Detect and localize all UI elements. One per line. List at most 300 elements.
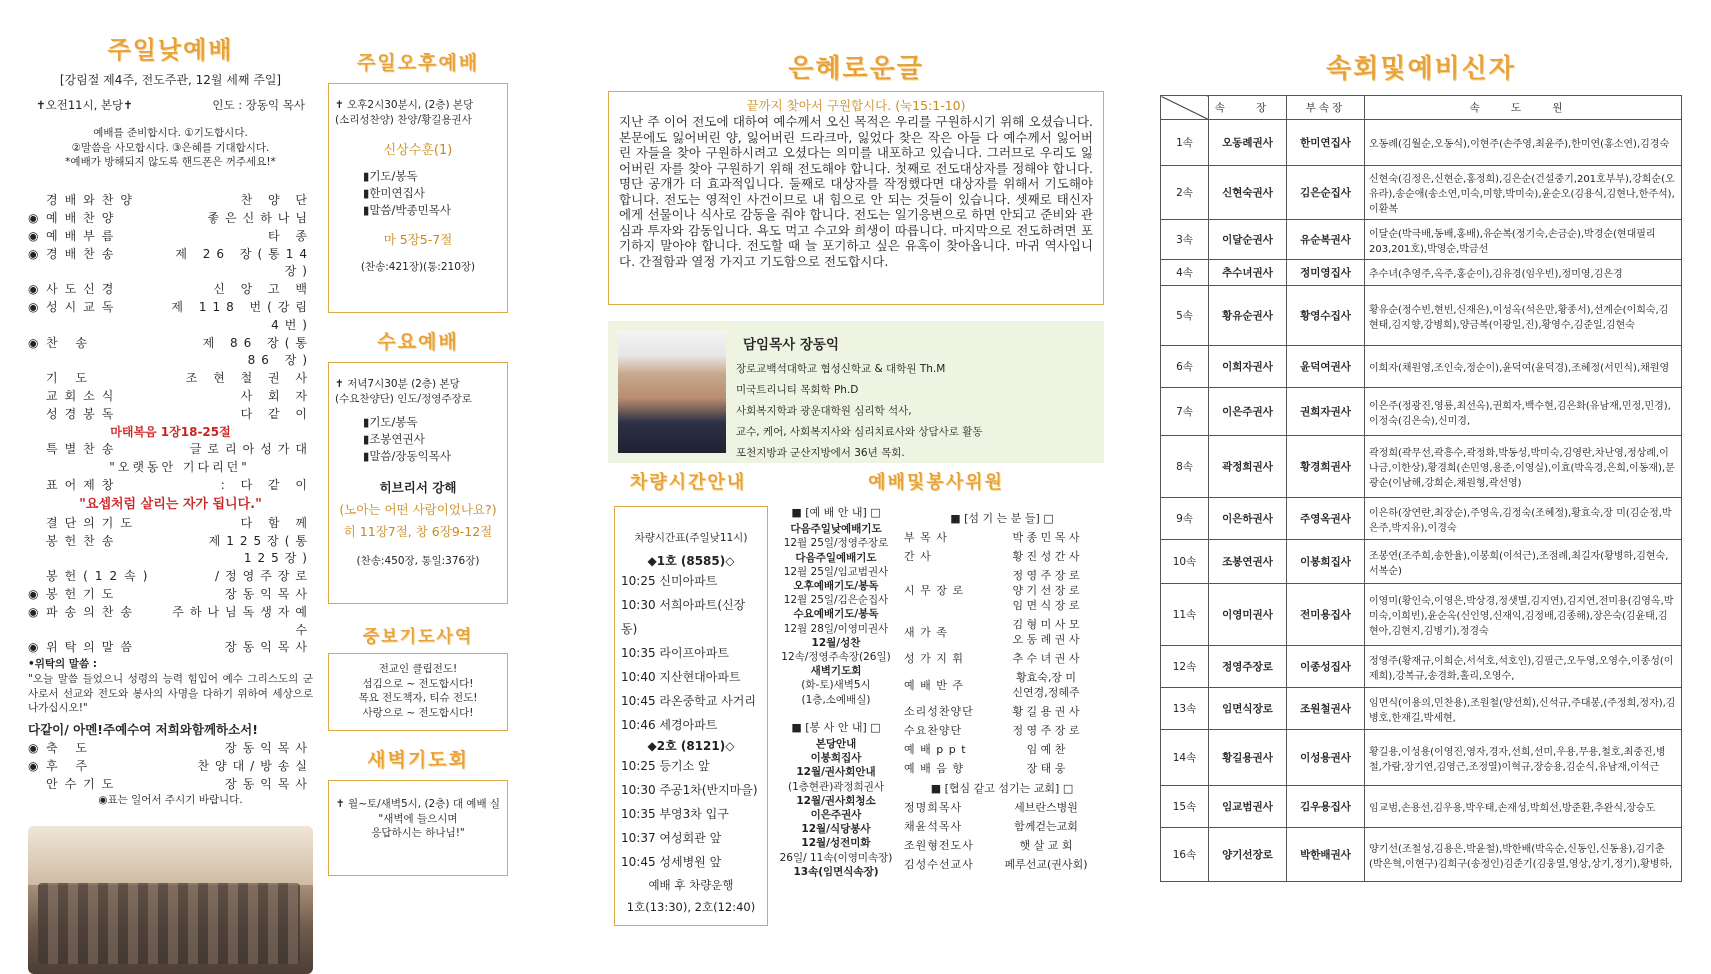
order-label: 축 도 bbox=[46, 741, 94, 755]
grace-column bbox=[608, 48, 1104, 914]
service-guide-head: ■ [봉 사 안 내] □ bbox=[791, 720, 881, 734]
order-item bbox=[28, 568, 313, 586]
cell-number: 10속 bbox=[1161, 540, 1209, 584]
helper-row bbox=[904, 800, 1100, 815]
order-dot bbox=[28, 477, 46, 495]
order-label: 성시교독 bbox=[46, 299, 121, 314]
cell-leader: 이은주권사 bbox=[1209, 388, 1287, 436]
helper-name: 햇 살 교 회 bbox=[1019, 839, 1073, 852]
order-item bbox=[28, 533, 313, 569]
cell-leader: 황유순권사 bbox=[1209, 286, 1287, 346]
order-value: 타 종 bbox=[268, 228, 313, 243]
wed-sub: (노아는 어떤 사람이었나요?) bbox=[339, 502, 497, 518]
dawn-line-2: "새벽에 들으시며 bbox=[378, 812, 458, 825]
cell-subleader: 유순복권사 bbox=[1287, 220, 1365, 260]
cell-subleader: 황영수집사 bbox=[1287, 286, 1365, 346]
order-item bbox=[28, 776, 313, 794]
helper-row bbox=[904, 704, 1100, 719]
cell-number: 8속 bbox=[1161, 436, 1209, 498]
cell-subleader: 박한배권사 bbox=[1287, 828, 1365, 882]
bus1-label: ◆1호 (8585)◇ bbox=[647, 553, 735, 568]
service-leader: 인도 : 장동익 목사 bbox=[212, 98, 305, 113]
helper-name: 정 영 주 장 로 양 기 선 장 로 임 면 식 장 로 bbox=[1012, 569, 1080, 612]
order-value: 장동익목사 bbox=[225, 741, 313, 755]
order-dot: ◉ bbox=[28, 246, 39, 261]
order-label: 파송의찬송 bbox=[46, 604, 139, 619]
order-dot bbox=[28, 406, 46, 424]
cell-members: 이은주(정광진,영룡,최선옥),권희자,백수현,김은화(유남재,민정,민경),이정숙(김은숙),신미경, bbox=[1365, 388, 1682, 436]
bus2-stop-4: 10:37 여성회관 앞 bbox=[621, 830, 722, 845]
cell-members: 신현숙(김정은,신현순,홍정희),김은순(건설중기,201호부부),강희순(오유라),송순애(송소연,미숙,미향,박미숙),윤순오(김용식,김현나,한주석),이환복 bbox=[1365, 166, 1682, 220]
header-sub: 부속장 bbox=[1287, 96, 1365, 120]
helper-name: 김 형 미 사 모 오 동 례 권 사 bbox=[1012, 618, 1080, 646]
guide-line: 12속/정영주속장(26일) bbox=[781, 651, 891, 664]
commission-text: "오늘 말씀 들었으니 성령의 능력 힘입어 예수 그리스도의 군사로서 선교와 전도와 봉사의 사명을 다하기 위하여 세상으로 나가십시오!" bbox=[28, 672, 313, 715]
order-label: 예배부름 bbox=[46, 228, 121, 243]
order-value: 찬 양 단 bbox=[240, 193, 313, 208]
corner-cell bbox=[1161, 96, 1209, 120]
afternoon-item-3: ▮말씀/박종민목사 bbox=[363, 202, 451, 217]
cell-leader: 오동례권사 bbox=[1209, 120, 1287, 166]
evang-line-4: 사랑으로 ~ 전도합시다! bbox=[362, 707, 474, 720]
order-value: /정영주장로 bbox=[214, 569, 313, 584]
cell-leader: 이달순권사 bbox=[1209, 220, 1287, 260]
cell-leader: 추수녀권사 bbox=[1209, 260, 1287, 286]
main-service-title: 주일낮예배 bbox=[107, 36, 234, 64]
dawn-line-3: 응답하시는 하나님!" bbox=[371, 827, 465, 840]
cell-subleader: 이종성집사 bbox=[1287, 646, 1365, 688]
cell-subleader: 정미영집사 bbox=[1287, 260, 1365, 286]
pastor-line-5: 포천지방과 군산지방에서 36년 목회. bbox=[736, 447, 905, 459]
guide-line: 이봉희집사 bbox=[810, 752, 862, 765]
helper-row bbox=[904, 530, 1100, 545]
cell-subleader: 권희자권사 bbox=[1287, 388, 1365, 436]
helper-row bbox=[904, 819, 1100, 834]
order-item bbox=[28, 335, 313, 371]
helper-name: 황 길 용 권 사 bbox=[1012, 705, 1080, 718]
prep-line-1: 예배를 준비합시다. ①기도합시다. bbox=[93, 127, 248, 140]
dawn-box bbox=[328, 780, 508, 876]
order-dot: ◉ bbox=[28, 210, 39, 225]
bus2-stop-1: 10:25 등기소 앞 bbox=[621, 758, 710, 773]
cell-members: 이은하(장연란,최장순),주영옥,김정숙(조혜정),황효숙,장 미(김순정,박은주,박지유),이경숙 bbox=[1365, 498, 1682, 540]
afternoon-item-1: ▮기도/봉독 bbox=[363, 169, 418, 184]
order-dot bbox=[28, 192, 46, 210]
order-item bbox=[28, 515, 313, 533]
cell-number: 15속 bbox=[1161, 786, 1209, 828]
guide-line: 12월 25일/정영주장로 bbox=[783, 537, 889, 550]
guide-line: 12월 25일/김은순집사 bbox=[783, 594, 889, 607]
order-item bbox=[28, 370, 313, 388]
evang-title: 중보기도사역 bbox=[362, 627, 474, 647]
afternoon-text: 마 5장5-7절 bbox=[383, 232, 453, 248]
pastor-line-2: 미국트리니티 목회학 Ph.D bbox=[736, 384, 859, 396]
order-label: 결단의기도 bbox=[46, 515, 139, 530]
helper-name: 박 종 민 목 사 bbox=[1012, 531, 1080, 544]
guide-line: 다음주일예배기도 bbox=[795, 551, 877, 564]
cell-subleader: 한미연집사 bbox=[1287, 120, 1365, 166]
order-dot: ◉ bbox=[28, 640, 39, 655]
afternoon-theme: 신상수훈(1) bbox=[383, 143, 453, 159]
pastor-line-3: 사회복지학과 광운대학원 심리학 석사, bbox=[736, 405, 912, 417]
order-dot bbox=[28, 533, 46, 569]
cell-row bbox=[1161, 540, 1682, 584]
guide-line: 13속(임면식속장) bbox=[793, 865, 879, 878]
helper-row bbox=[904, 838, 1100, 853]
wed-item-2: ▮조봉연권사 bbox=[363, 432, 425, 447]
guide-line: 12월/성전미화 bbox=[801, 837, 871, 850]
header-members: 속 도 원 bbox=[1365, 96, 1682, 120]
guide-line: (화-토)새벽5시 bbox=[801, 679, 871, 692]
cell-row bbox=[1161, 730, 1682, 786]
cell-members: 조봉연(조주희,송한율),이봉희(이석근),조점례,최길자(황병하,김현숙,서복순) bbox=[1365, 540, 1682, 584]
order-item bbox=[28, 281, 313, 299]
cell-number: 16속 bbox=[1161, 828, 1209, 882]
cell-leader: 임교범권사 bbox=[1209, 786, 1287, 828]
order-dot bbox=[28, 568, 46, 586]
sanctuary-photo bbox=[28, 826, 313, 974]
cell-subleader: 김우용집사 bbox=[1287, 786, 1365, 828]
bus2-stop-2: 10:30 주공1차(반지마을) bbox=[621, 782, 758, 797]
cell-number: 3속 bbox=[1161, 220, 1209, 260]
cell-members: 이영미(황인숙,이영은,박상경,정샛별,김지연),김지연,전미용(김영옥,박미숙,이희빈),윤순옥(신인영,신재익,김정배,김종해),장은숙(김윤태,김현아,김현지,김병기),정경숙 bbox=[1365, 584, 1682, 646]
cell-number: 12속 bbox=[1161, 646, 1209, 688]
helper-role: 새 가 족 bbox=[904, 625, 948, 639]
cell-number: 6속 bbox=[1161, 346, 1209, 388]
cell-leader: 임면식장로 bbox=[1209, 688, 1287, 730]
order-label: 성경봉독 bbox=[46, 406, 121, 421]
cell-members: 오동례(김월순,오동식),이현주(손주영,최윤주),한미연(홍소연),김경숙 bbox=[1365, 120, 1682, 166]
cell-table bbox=[1160, 95, 1682, 882]
order-value: 제 86 장(통 86 장) bbox=[202, 335, 313, 368]
grace-text: 지난 주 이어 전도에 대하여 예수께서 오신 목적은 우리를 구원하시기 위해 오셨습니다. 본문에도 잃어버린 양, 잃어버린 드라크마, 잃었다 찾은 작은 아들 다 예수께서 잃어버린 자들을 찾아 구원하시려고 오셨다는 의미를 내포하고 있습니다. 그러므로 우리도 잃어버린 자를 찾아 구원하기 위해 전도해야 합니다. 첫째로 전도대상자를 정해야 합니다. 명단 공개가 더 효과적입니다. 둘째로 대상자를 작정했다면 대상자를 위해서 기도해야 합니다. 전도는 영적인 사건이므로 내 힘으로 안 되는 것들이 있습니다. 셋째로 태신자에게 선물이나 식사로 감동을 줘야 합니다. 전도는 일기응변으로 하면 안되고 준비와 관심과 투자와 감동입니다. 욕도 먹고 수고와 희생이 따릅니다. 마지막으로 전도하려면 포기하지 말아야 합니다. 전도할 때 늘 포기하고 싶은 유혹이 찾아옵니다. 마귀 역사입니다. 간절함과 열정 가지고 기도함으로 전도합시다. bbox=[619, 114, 1093, 269]
order-label: 위탁의말씀 bbox=[46, 640, 139, 655]
order-value: 찬양대/방송실 bbox=[197, 758, 313, 773]
cell-row bbox=[1161, 166, 1682, 220]
afternoon-box bbox=[328, 83, 508, 313]
order-label: 예배찬양 bbox=[46, 210, 121, 225]
evang-line-1: 전교인 클립전도! bbox=[378, 663, 458, 675]
cell-row bbox=[1161, 584, 1682, 646]
order-value: 주하나님독생자예수 bbox=[172, 604, 313, 637]
stand-note: ◉표는 일어서 주시기 바랍니다. bbox=[98, 794, 243, 807]
cell-subleader: 주영옥권사 bbox=[1287, 498, 1365, 540]
helper-role: 부 목 사 bbox=[904, 531, 948, 544]
bus1-stop-2: 10:30 서희아파트(신장동) bbox=[621, 597, 746, 636]
helper-row bbox=[904, 617, 1100, 647]
cell-number: 13속 bbox=[1161, 688, 1209, 730]
helper-name: 추 수 녀 권 사 bbox=[1012, 652, 1080, 665]
cell-subleader: 윤덕여권사 bbox=[1287, 346, 1365, 388]
order-item bbox=[28, 192, 313, 210]
helper-row bbox=[904, 723, 1100, 738]
guide-line: 12월 28일/이영미권사 bbox=[783, 622, 889, 635]
order-dot bbox=[28, 776, 46, 794]
guide-line: 수요예배기도/봉독 bbox=[793, 608, 879, 621]
side-services-column bbox=[328, 48, 508, 876]
cell-leader: 이희자권사 bbox=[1209, 346, 1287, 388]
order-value: 신 앙 고 백 bbox=[213, 282, 313, 297]
worship-order-3 bbox=[28, 515, 313, 657]
guide-line: 12월 25일/임교범권사 bbox=[783, 565, 889, 578]
order-value: 다 같 이 bbox=[240, 406, 313, 421]
guide-line: 오후예배기도/봉독 bbox=[793, 580, 879, 593]
order-value: 사 회 자 bbox=[240, 388, 313, 403]
cell-members: 양기선(조철성,김용은,박윤철),박한배(박옥순,신동인,신동용),김기춘(박은혁,이현구)김희구(송정인)김준기(김웅열,영상,상기,정기),황병하, bbox=[1365, 828, 1682, 882]
order-value: 제125장(통125장) bbox=[208, 533, 313, 566]
cell-members: 정영주(황재규,이희순,서석호,석호인),김필근,오두영,오영수,이종성(이제희),강복규,송경화,홀리,오영수, bbox=[1365, 646, 1682, 688]
cell-subleader: 황경희권사 bbox=[1287, 436, 1365, 498]
cell-members: 황유순(정수빈,현빈,신재은),이성옥(석은만,황종서),선계순(이희숙,김현태,김지향,강병희),양금복(이광일,진),황영수,김준일,김현숙 bbox=[1365, 286, 1682, 346]
guide-line: 본당안내 bbox=[815, 738, 857, 751]
worship-order-2 bbox=[28, 441, 313, 494]
cell-leader: 황길용권사 bbox=[1209, 730, 1287, 786]
order-dot: ◉ bbox=[28, 299, 39, 314]
worship-order-4 bbox=[28, 740, 313, 793]
helper-role: 예 배 음 향 bbox=[904, 762, 964, 775]
bus1-stop-5: 10:45 라온중학교 사거리 bbox=[621, 693, 756, 708]
order-dot bbox=[28, 441, 46, 459]
helper-role: 간 사 bbox=[904, 550, 932, 563]
bus2-stop-5: 10:45 성세병원 앞 bbox=[621, 854, 722, 869]
helper-name: 임 예 찬 bbox=[1026, 743, 1066, 756]
helper-row bbox=[904, 857, 1100, 872]
wed-leader: (수요찬양단) 인도/정영주장로 bbox=[335, 392, 472, 405]
order-value: 장동익목사 bbox=[225, 587, 313, 602]
order-label: 표어제창 bbox=[46, 478, 121, 493]
order-item bbox=[28, 758, 313, 776]
order-dot: ◉ bbox=[28, 228, 39, 243]
guide-line: 12월/식당봉사 bbox=[801, 823, 871, 836]
cell-row bbox=[1161, 120, 1682, 166]
order-item bbox=[28, 299, 313, 335]
helper-role: 성 가 지 휘 bbox=[904, 652, 964, 665]
cell-row bbox=[1161, 498, 1682, 540]
order-item bbox=[28, 210, 313, 228]
pastor-box bbox=[608, 321, 1104, 463]
order-item bbox=[28, 740, 313, 758]
order-dot: ◉ bbox=[28, 335, 39, 350]
order-dot bbox=[28, 370, 46, 388]
order-item bbox=[28, 459, 313, 477]
order-value: 장동익목사 bbox=[225, 640, 313, 655]
pastor-line-4: 교수, 케어, 사회복지사와 심리치료사와 상담사로 활동 bbox=[736, 426, 983, 438]
order-value: 제 26 장(통14장) bbox=[175, 246, 313, 279]
cell-number: 1속 bbox=[1161, 120, 1209, 166]
wed-time: ✝ 저녁7시30분 (2층) 본당 bbox=[335, 378, 460, 390]
cell-leader: 양기선장로 bbox=[1209, 828, 1287, 882]
sermon-title: "요셉처럼 살리는 자가 됩니다." bbox=[79, 496, 262, 512]
cell-number: 11속 bbox=[1161, 584, 1209, 646]
pastor-line-1: 장로교백석대학교 협성신학교 & 대학원 Th.M bbox=[736, 363, 946, 375]
helper-row bbox=[904, 670, 1100, 700]
order-label: 찬 송 bbox=[46, 335, 94, 350]
grace-head: 끝까지 찾아서 구원합시다. (눅15:1-10) bbox=[746, 98, 966, 113]
bus-box bbox=[614, 506, 768, 926]
cell-leader: 곽정희권사 bbox=[1209, 436, 1287, 498]
missions-head: ■ [협심 같고 섬기는 교회] □ bbox=[930, 782, 1074, 795]
order-dot: ◉ bbox=[28, 587, 39, 602]
cell-row bbox=[1161, 220, 1682, 260]
cell-subleader: 이성용권사 bbox=[1287, 730, 1365, 786]
wed-box bbox=[328, 362, 508, 604]
cell-subleader: 김은순집사 bbox=[1287, 166, 1365, 220]
order-label: 봉헌(12속) bbox=[46, 569, 155, 584]
cell-members: 임교범,손용선,김우용,박우태,손재성,박희선,방준환,추완식,장승도 bbox=[1365, 786, 1682, 828]
order-item bbox=[28, 604, 313, 640]
helper-role: 예 배 p p t bbox=[904, 743, 967, 756]
service-time: ✝오전11시, 본당✝ bbox=[36, 98, 133, 113]
order-item bbox=[28, 477, 313, 495]
wed-hymn: (찬송:450장, 통일:376장) bbox=[356, 555, 480, 568]
order-label: 사도신경 bbox=[46, 282, 121, 297]
main-service-column bbox=[28, 30, 313, 974]
cell-leader: 신현숙권사 bbox=[1209, 166, 1287, 220]
helper-name: 황 진 성 간 사 bbox=[1012, 550, 1080, 563]
helper-row bbox=[904, 651, 1100, 666]
cell-subleader: 전미용집사 bbox=[1287, 584, 1365, 646]
evang-line-3: 목요 전도책자, 티슈 전도! bbox=[358, 692, 478, 705]
helper-name: 함께걷는교회 bbox=[1014, 820, 1078, 833]
helper-name: 페루선교(권사회) bbox=[1004, 858, 1088, 871]
phone-notice: *예배가 방해되지 않도록 핸드폰은 꺼주세요!* bbox=[65, 156, 276, 169]
guide-line: 12월/성찬 bbox=[811, 636, 861, 649]
cell-number: 5속 bbox=[1161, 286, 1209, 346]
order-label: 경배찬송 bbox=[46, 246, 121, 261]
guide-line: (1층,소예배실) bbox=[801, 693, 871, 706]
cell-number: 14속 bbox=[1161, 730, 1209, 786]
cell-row bbox=[1161, 436, 1682, 498]
helper-row bbox=[904, 568, 1100, 613]
bus2-label: ◆2호 (8121)◇ bbox=[647, 738, 735, 753]
afternoon-item-2: ▮한미연집사 bbox=[363, 186, 425, 201]
order-label: 경배와찬양 bbox=[46, 193, 139, 208]
wed-item-3: ▮말씀/장동익목사 bbox=[363, 448, 451, 463]
cell-leader: 조봉연권사 bbox=[1209, 540, 1287, 584]
helper-row bbox=[904, 742, 1100, 757]
cell-members: 임면식(이용의,민찬용),조원철(양선희),신석규,주대봉,(주정희,정자),김병호,한재길,박세현, bbox=[1365, 688, 1682, 730]
wed-item-1: ▮기도/봉독 bbox=[363, 415, 418, 430]
cell-row bbox=[1161, 786, 1682, 828]
grace-title: 은혜로운글 bbox=[788, 54, 924, 84]
cell-title: 속회및예비신자 bbox=[1326, 54, 1516, 84]
cell-members: 추수녀(추영주,옥주,홍순이),김유경(임우빈),정미영,김은경 bbox=[1365, 260, 1682, 286]
afternoon-hymn: (찬송:421장)(통:210장) bbox=[360, 261, 476, 274]
cell-row bbox=[1161, 646, 1682, 688]
cell-members: 곽정희(곽무선,곽흥수,곽정화,박동성,박미숙,김영란,차난영,정상례,이나금,이한상),황경희(손민영,용준,이영실),이효(박옥경,은희,이동재),문광순(이남해,강희순,채원형,곽선영) bbox=[1365, 436, 1682, 498]
header-leader: 속 장 bbox=[1209, 96, 1287, 120]
helper-role: 채윤석목사 bbox=[904, 820, 963, 833]
evang-line-2: 섬김으로 ~ 전도합시다! bbox=[362, 677, 474, 690]
helper-role: 시 무 장 로 bbox=[904, 584, 964, 597]
order-item bbox=[28, 441, 313, 459]
cell-number: 9속 bbox=[1161, 498, 1209, 540]
order-dot: ◉ bbox=[28, 282, 39, 297]
cell-members: 황길용,이성용(이영진,영자,경자,선희,선미,우용,무용,철호,최중진,병철,가람,장기연,김영근,조정열)이혁규,장승용,김순식,유남재,이석근 bbox=[1365, 730, 1682, 786]
order-item bbox=[28, 406, 313, 424]
bus-title: 차량시간안내 bbox=[629, 472, 747, 493]
helper-row bbox=[904, 549, 1100, 564]
order-dot bbox=[28, 459, 46, 477]
order-item bbox=[28, 228, 313, 246]
wed-title: 수요예배 bbox=[377, 331, 459, 353]
order-label: 기 도 bbox=[46, 371, 94, 386]
bus-header: 차량시간표(주일낮11시) bbox=[634, 532, 748, 544]
bus1-stop-3: 10:35 라이프아파트 bbox=[621, 645, 729, 660]
bus1-stop-4: 10:40 지산현대아파트 bbox=[621, 669, 741, 684]
cell-subleader: 이봉희집사 bbox=[1287, 540, 1365, 584]
order-dot: ◉ bbox=[28, 604, 39, 619]
helper-role: 정명희목사 bbox=[904, 801, 963, 814]
bus1-stop-1: 10:25 신미아파트 bbox=[621, 573, 718, 588]
order-label: 봉헌기도 bbox=[46, 587, 121, 602]
order-label: 후 주 bbox=[46, 758, 94, 773]
order-item bbox=[28, 388, 313, 406]
grace-box bbox=[608, 91, 1104, 305]
worship-guide bbox=[774, 506, 898, 879]
bus2-stop-3: 10:35 부영3차 입구 bbox=[621, 806, 729, 821]
cell-row bbox=[1161, 346, 1682, 388]
cell-leader: 이영미권사 bbox=[1209, 584, 1287, 646]
order-value: : 다 같 이 bbox=[220, 478, 313, 493]
order-dot bbox=[28, 515, 46, 533]
order-label: 교회소식 bbox=[46, 388, 121, 403]
helper-name: 장 태 웅 bbox=[1026, 762, 1066, 775]
helper-role: 소리성찬양단 bbox=[904, 705, 974, 718]
helper-row bbox=[904, 761, 1100, 776]
helper-name: 정 영 주 장 로 bbox=[1012, 724, 1080, 737]
order-label: "오랫동안 기다리던" bbox=[109, 460, 250, 475]
order-dot: ◉ bbox=[28, 741, 39, 755]
cell-groups-column bbox=[1160, 48, 1682, 882]
cell-members: 이달순(박극배,동배,홍배),유순복(정기숙,손금순),박경순(현대필리203,201호),박영순,박금선 bbox=[1365, 220, 1682, 260]
guide-line: (1층현관)곽정희권사 bbox=[787, 780, 885, 793]
pastor-title: 담임목사 장동익 bbox=[743, 337, 839, 353]
together-text: 다같이/ 아멘!주예수여 저희와함께하소서! bbox=[28, 722, 258, 737]
guide-line: 26일/ 11속(이영미속장) bbox=[779, 851, 893, 864]
helper-role: 조원형전도사 bbox=[904, 839, 974, 852]
dawn-title: 새벽기도회 bbox=[367, 749, 469, 771]
cell-members: 이희자(채원영,조인숙,정순이),윤덕여(윤덕경),조혜정(서민식),채원영 bbox=[1365, 346, 1682, 388]
prep-line-2: ②말씀을 사모합시다. ③은혜를 기대합시다. bbox=[71, 141, 270, 154]
helper-role: 김성수선교사 bbox=[904, 858, 974, 871]
helpers-head: ■ [섬 기 는 분 들] □ bbox=[950, 512, 1054, 525]
guide-line: 이은주권사 bbox=[810, 809, 862, 822]
order-item bbox=[28, 246, 313, 282]
bus1-stop-6: 10:46 세경아파트 bbox=[621, 717, 718, 732]
order-value: 글로리아성가대 bbox=[189, 442, 313, 457]
helper-role: 수요찬양단 bbox=[904, 724, 963, 737]
guide-line: 12월/권사회안내 bbox=[796, 766, 876, 779]
bus-after: 예배 후 차량운행 bbox=[648, 877, 734, 892]
helper-name: 세브란스병원 bbox=[1014, 801, 1078, 814]
cell-row bbox=[1161, 260, 1682, 286]
commission-head: •위탁의 말씀 : bbox=[28, 658, 97, 671]
cell-number: 4속 bbox=[1161, 260, 1209, 286]
cell-leader: 이은하권사 bbox=[1209, 498, 1287, 540]
wed-text: 히 11장7절, 창 6장9-12절 bbox=[343, 524, 493, 540]
pastor-photo bbox=[618, 331, 726, 453]
cell-subleader: 조원철권사 bbox=[1287, 688, 1365, 730]
afternoon-time: ✝ 오후2시30분시, (2층) 본당 bbox=[335, 99, 474, 111]
guide-line: 새벽기도회 bbox=[810, 665, 862, 678]
guide-line: 12월/권사회청소 bbox=[796, 794, 876, 807]
evang-box bbox=[328, 653, 508, 731]
guide-line: 다음주일낮예배기도 bbox=[790, 523, 882, 536]
dawn-line-1: ✝ 월~토/새벽5시, (2층) 대 예배 실 bbox=[335, 798, 501, 810]
worship-order bbox=[28, 192, 313, 423]
order-value: 다 함 께 bbox=[240, 515, 313, 530]
